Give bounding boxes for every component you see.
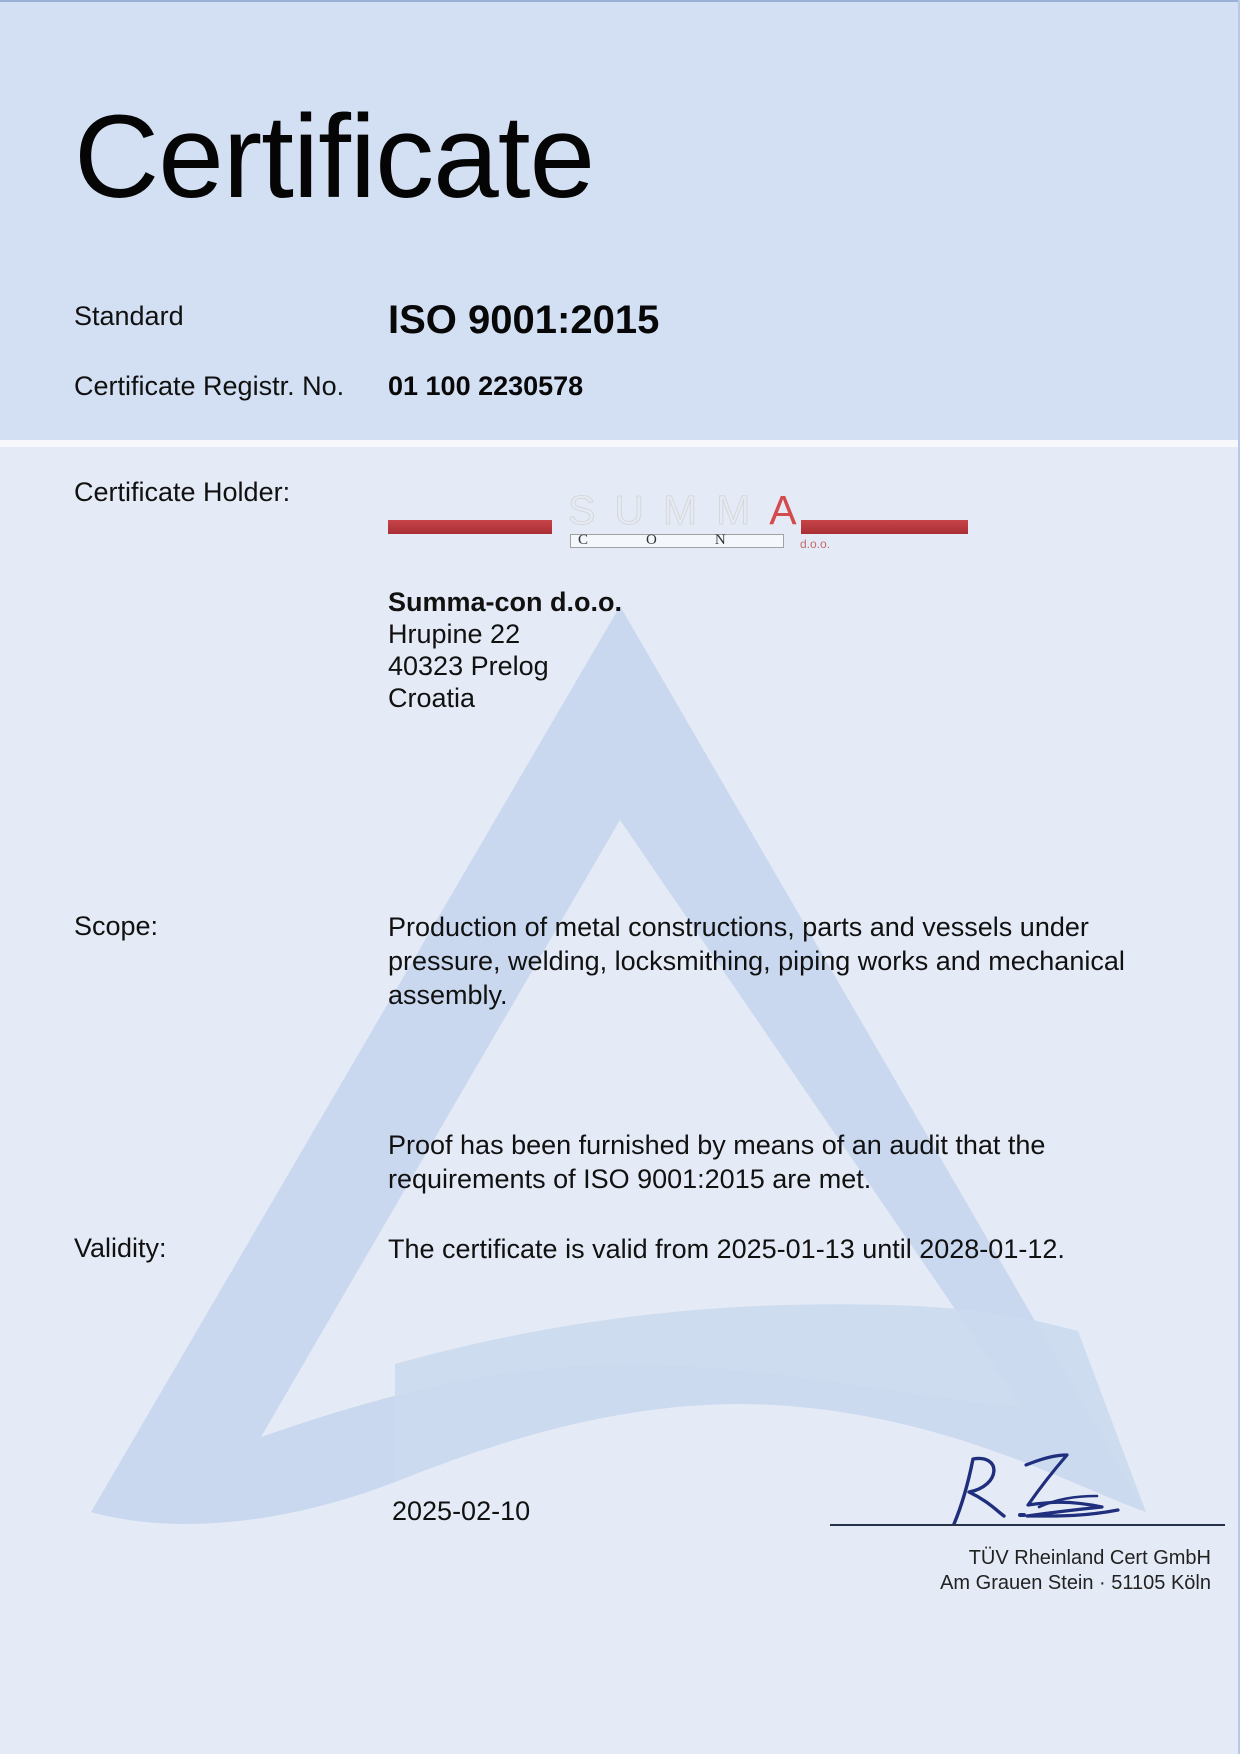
- holder-street: Hrupine 22: [388, 619, 521, 649]
- scope-text: Production of metal constructions, parts and vessels under pressure, welding, locksmithing, piping works and mechanical assembly.: [388, 912, 1125, 1010]
- validity-label: Validity:: [74, 1233, 167, 1263]
- logo-right-red-bar: [801, 520, 968, 534]
- scope-label: Scope:: [74, 911, 159, 941]
- holder-company-name: Summa-con d.o.o.: [388, 587, 623, 617]
- signature-icon: [944, 1450, 1120, 1530]
- registration-number: 01 100 2230578: [388, 371, 584, 401]
- logo-accent-letter: A: [769, 487, 797, 533]
- logo-summa-text: [568, 487, 797, 533]
- validity-text: The certificate is valid from 2025-01-13 until 2028-01-12.: [388, 1234, 1065, 1264]
- certificate-holder-address: [388, 586, 622, 714]
- signature-line: [830, 1524, 1225, 1526]
- standard-value: ISO 9001:2015: [388, 298, 660, 342]
- standard-label: Standard: [74, 301, 184, 331]
- logo-con-text: CON: [578, 532, 784, 548]
- certificate-holder-label: Certificate Holder:: [74, 477, 291, 507]
- logo-doo-text: d.o.o.: [800, 537, 831, 551]
- summa-con-logo: [388, 487, 968, 562]
- logo-left-red-bar: [388, 520, 552, 534]
- holder-country: Croatia: [388, 683, 476, 713]
- signature-stroke-r: [954, 1458, 1004, 1524]
- audit-proof-text: Proof has been furnished by means of an audit that the requirements of ISO 9001:2015 are met.: [388, 1130, 1046, 1194]
- logo-main-text: SUMM: [568, 487, 770, 533]
- issuer-address: Am Grauen Stein · 51105 Köln: [940, 1572, 1211, 1594]
- issuer-name: TÜV Rheinland Cert GmbH: [968, 1547, 1211, 1569]
- registration-label: Certificate Registr. No.: [74, 371, 345, 401]
- issue-date: 2025-02-10: [392, 1496, 531, 1526]
- certificate-title: Certificate: [74, 91, 595, 223]
- issuer-block: [940, 1546, 1211, 1596]
- holder-city: 40323 Prelog: [388, 651, 549, 681]
